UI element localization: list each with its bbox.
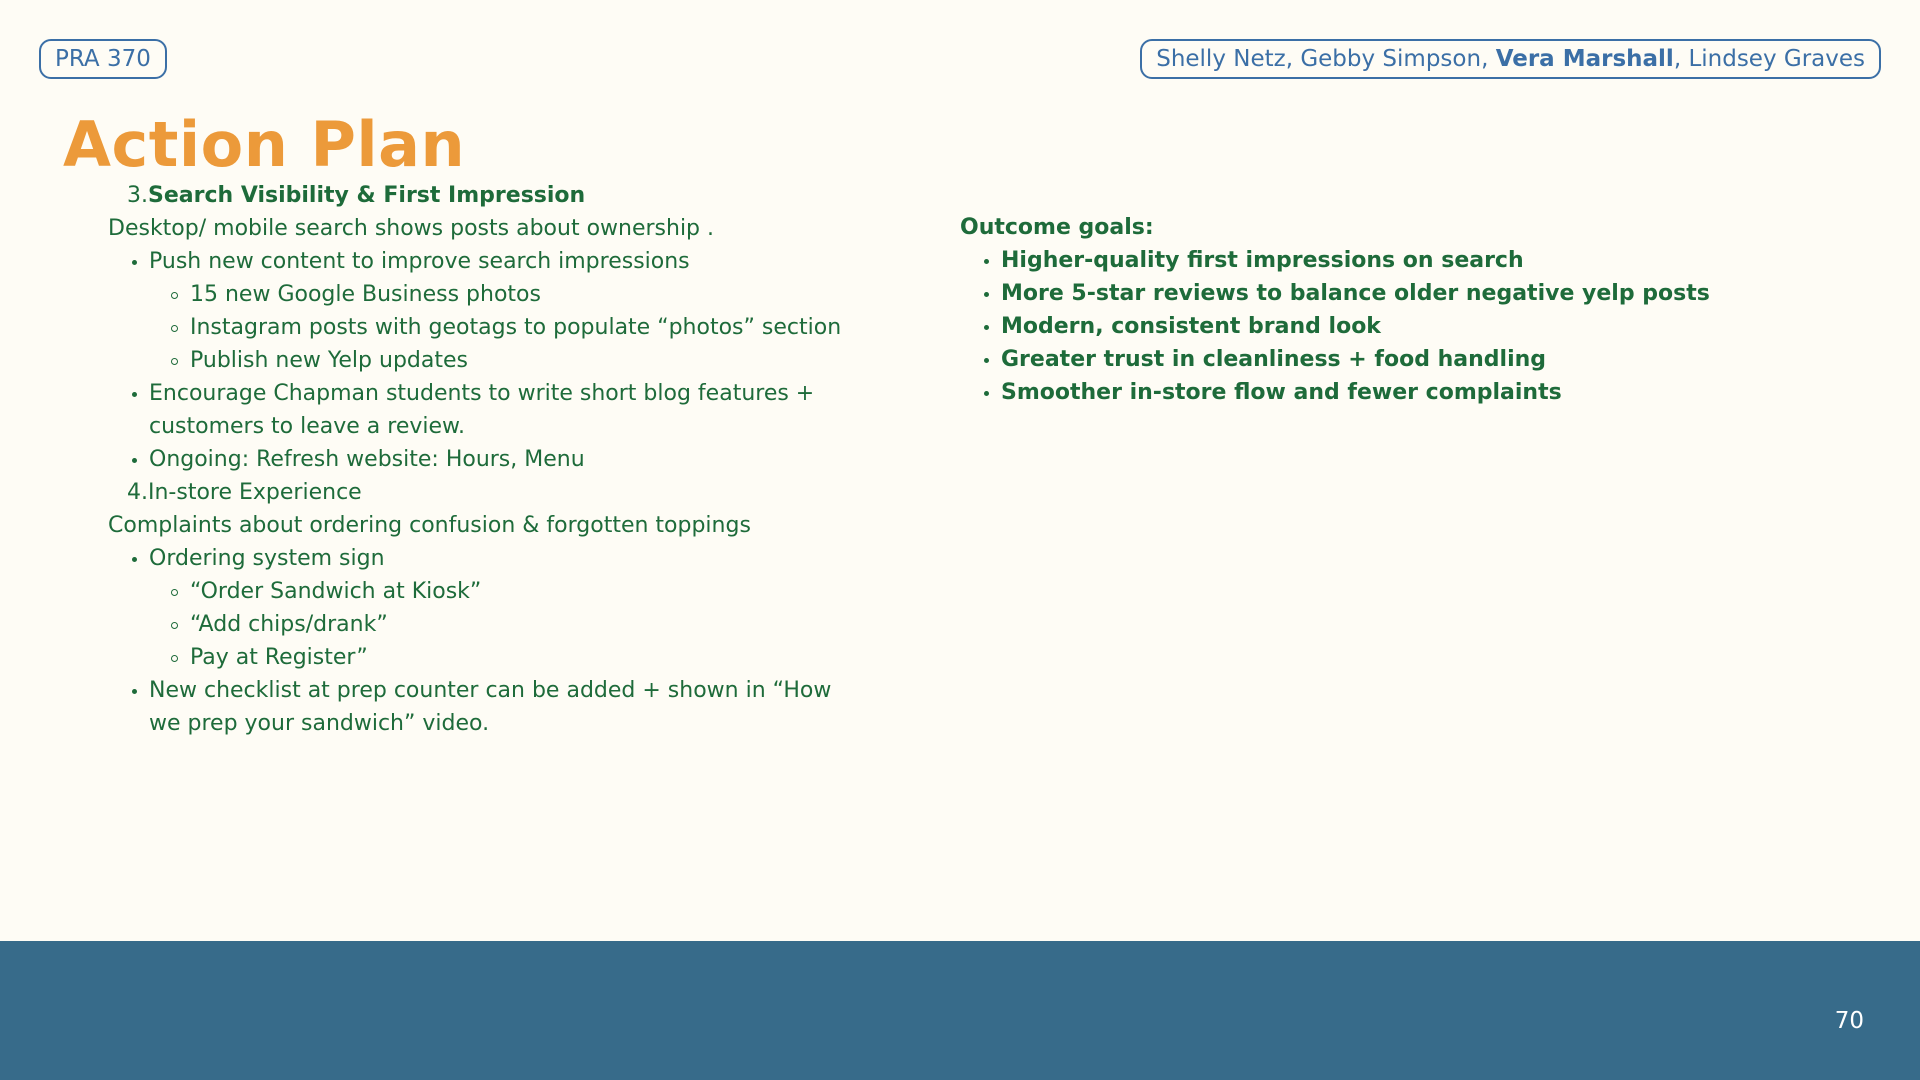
section-3-heading bbox=[108, 179, 898, 212]
authors-badge bbox=[1140, 39, 1881, 79]
list-item: “Order Sandwich at Kiosk” bbox=[108, 575, 898, 608]
outcome-goals bbox=[960, 211, 1860, 409]
outcome-goals-heading: Outcome goals: bbox=[960, 215, 1154, 240]
author-sep-2: , bbox=[1481, 46, 1496, 72]
list-item-line-2: we prep your sandwich” video. bbox=[149, 711, 490, 736]
author-sep-1: , bbox=[1285, 46, 1301, 72]
section-4-title: In-store Experience bbox=[148, 480, 362, 505]
action-plan-details bbox=[108, 179, 898, 740]
list-item-line-1: Encourage Chapman students to write short blog features + bbox=[149, 381, 815, 406]
author-name-4: Lindsey Graves bbox=[1688, 46, 1865, 72]
author-sep-3: , bbox=[1673, 46, 1689, 72]
list-item: “Add chips/drank” bbox=[108, 608, 898, 641]
list-item: Ongoing: Refresh website: Hours, Menu bbox=[108, 443, 898, 476]
list-item: Pay at Register” bbox=[108, 641, 898, 674]
course-label: PRA 370 bbox=[55, 46, 151, 72]
list-item-line-1: New checklist at prep counter can be added + shown in “How bbox=[149, 678, 832, 703]
section-3-intro: Desktop/ mobile search shows posts about ownership . bbox=[108, 216, 715, 241]
goal-item: Smoother in-store flow and fewer complaints bbox=[960, 376, 1860, 409]
list-item: Instagram posts with geotags to populate “photos” section bbox=[108, 311, 898, 344]
list-item: Publish new Yelp updates bbox=[108, 344, 898, 377]
section-3-number: 3. bbox=[127, 183, 148, 208]
goal-item: Greater trust in cleanliness + food handling bbox=[960, 343, 1860, 376]
section-3-title: Search Visibility & First Impression bbox=[148, 183, 586, 208]
list-item-line-2: customers to leave a review. bbox=[149, 414, 466, 439]
list-item bbox=[108, 377, 898, 443]
page-title: Action Plan bbox=[63, 108, 466, 181]
list-item bbox=[108, 674, 898, 740]
goal-item: More 5-star reviews to balance older negative yelp posts bbox=[960, 277, 1860, 310]
list-item: Ordering system sign bbox=[108, 542, 898, 575]
goal-item: Modern, consistent brand look bbox=[960, 310, 1860, 343]
section-4-intro: Complaints about ordering confusion & forgotten toppings bbox=[108, 513, 751, 538]
goal-item: Higher-quality first impressions on search bbox=[960, 244, 1860, 277]
list-item: Push new content to improve search impressions bbox=[108, 245, 898, 278]
section-4-heading bbox=[108, 476, 898, 509]
author-name-2: Gebby Simpson bbox=[1300, 46, 1482, 72]
footer-band bbox=[0, 941, 1920, 1080]
author-name-1: Shelly Netz bbox=[1156, 46, 1286, 72]
page-number: 70 bbox=[1834, 1008, 1864, 1034]
author-name-3: Vera Marshall bbox=[1495, 46, 1674, 72]
section-4-number: 4. bbox=[127, 480, 148, 505]
list-item: 15 new Google Business photos bbox=[108, 278, 898, 311]
course-badge bbox=[39, 39, 167, 79]
